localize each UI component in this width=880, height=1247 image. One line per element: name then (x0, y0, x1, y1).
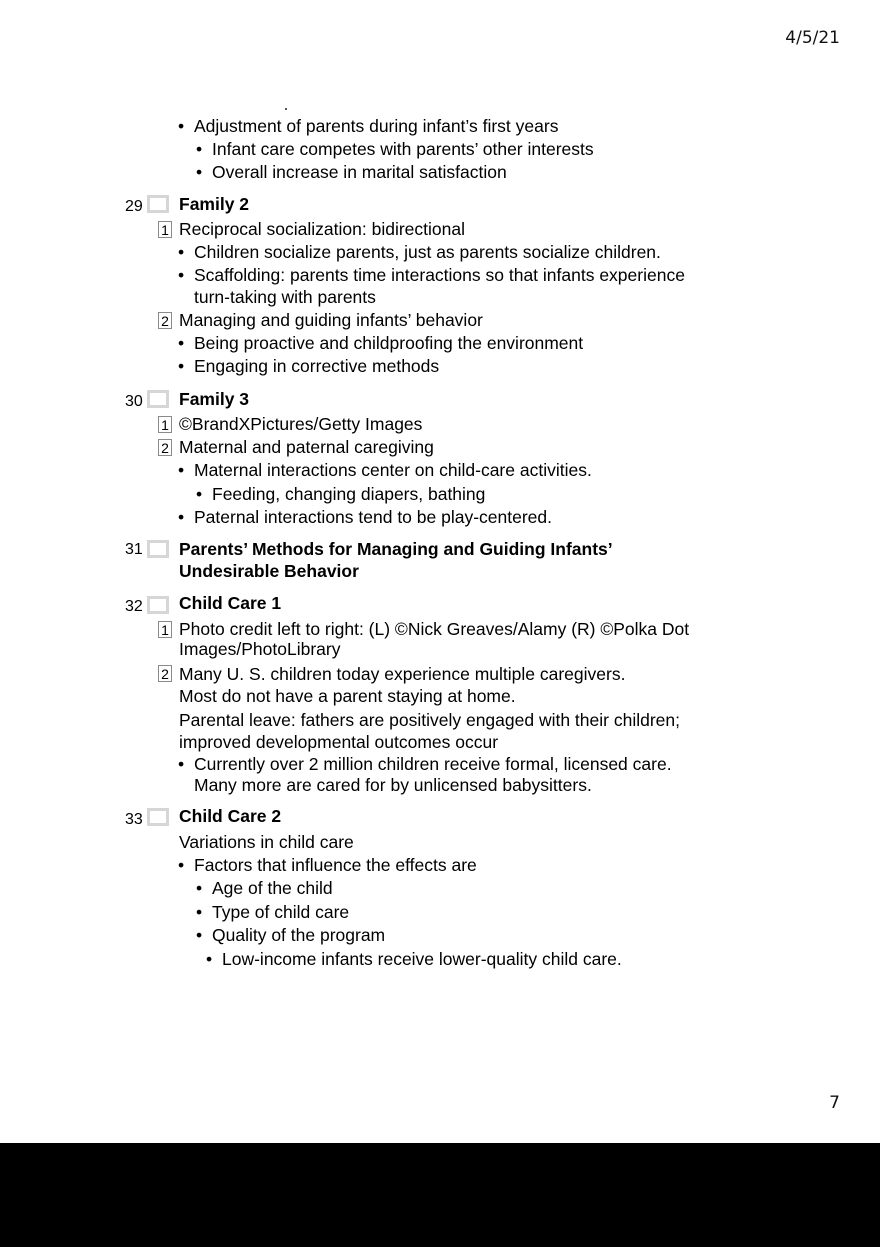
note-text: Reciprocal socialization: bidirectional (179, 219, 465, 239)
note-text: Photo credit left to right: (L) ©Nick Greaves/Alamy (R) ©Polka Dot (179, 619, 690, 639)
note-bullet: • Adjustment of parents during infant’s first years (194, 116, 558, 137)
slide-thumbnail[interactable] (147, 390, 169, 408)
note-number-badge: 1 (158, 621, 172, 638)
slide-number: 32 (125, 598, 143, 615)
note-bullet: • Maternal interactions center on child-care activities. (194, 460, 592, 481)
note-text-continuation: improved developmental outcomes occur (179, 732, 499, 752)
note-bullet-continuation: Many more are cared for by unlicensed babysitters. (194, 775, 592, 795)
note-bullet: • Being proactive and childproofing the environment (194, 333, 583, 354)
note-bullet: • Factors that influence the effects are (194, 855, 477, 876)
slide-number: 30 (125, 393, 143, 410)
note-bullet: • Scaffolding: parents time interactions so that infants experience (194, 265, 685, 286)
note-text: Variations in child care (179, 832, 354, 852)
slide-title: Parents’ Methods for Managing and Guiding Infants’ (179, 539, 613, 559)
note-text: Parental leave: fathers are positively engaged with their children; (179, 710, 680, 730)
black-bottom-bar (0, 1143, 880, 1247)
slide-title: Child Care 2 (179, 806, 282, 826)
note-text-continuation: Images/PhotoLibrary (179, 639, 341, 659)
slide-title: Child Care 1 (179, 593, 282, 613)
page-number: 7 (829, 1093, 840, 1113)
slide-number: 33 (125, 811, 143, 828)
slide-thumbnail[interactable] (147, 596, 169, 614)
slide-thumbnail[interactable] (147, 540, 169, 558)
slide-thumbnail[interactable] (147, 808, 169, 826)
slide-number: 31 (125, 541, 143, 558)
slide-title-continuation: Undesirable Behavior (179, 561, 359, 581)
note-number-badge: 2 (158, 312, 172, 329)
note-number-badge: 1 (158, 221, 172, 238)
note-sub-bullet: • Overall increase in marital satisfaction (212, 162, 507, 183)
note-sub-sub-bullet: • Low-income infants receive lower-quality child care. (222, 949, 622, 970)
note-text: Many U. S. children today experience multiple caregivers. (179, 664, 626, 684)
note-text: Most do not have a parent staying at home. (179, 686, 516, 706)
note-bullet: • Engaging in corrective methods (194, 356, 439, 377)
note-text: Maternal and paternal caregiving (179, 437, 434, 457)
stray-mark (285, 108, 287, 110)
note-sub-bullet: • Age of the child (212, 878, 333, 899)
note-sub-bullet: • Infant care competes with parents’ other interests (212, 139, 594, 160)
note-number-badge: 2 (158, 439, 172, 456)
note-text: Managing and guiding infants’ behavior (179, 310, 483, 330)
note-bullet: • Currently over 2 million children receive formal, licensed care. (194, 754, 672, 775)
note-bullet: • Children socialize parents, just as parents socialize children. (194, 242, 661, 263)
slide-title: Family 3 (179, 389, 250, 409)
note-text: ©BrandXPictures/Getty Images (179, 414, 423, 434)
note-bullet-continuation: turn-taking with parents (194, 287, 376, 307)
note-sub-bullet: • Quality of the program (212, 925, 385, 946)
note-number-badge: 2 (158, 665, 172, 682)
slide-number: 29 (125, 198, 143, 215)
slide-thumbnail[interactable] (147, 195, 169, 213)
note-number-badge: 1 (158, 416, 172, 433)
note-bullet: • Paternal interactions tend to be play-centered. (194, 507, 552, 528)
note-sub-bullet: • Feeding, changing diapers, bathing (212, 484, 485, 505)
header-date: 4/5/21 (785, 28, 840, 48)
note-sub-bullet: • Type of child care (212, 902, 349, 923)
slide-title: Family 2 (179, 194, 250, 214)
